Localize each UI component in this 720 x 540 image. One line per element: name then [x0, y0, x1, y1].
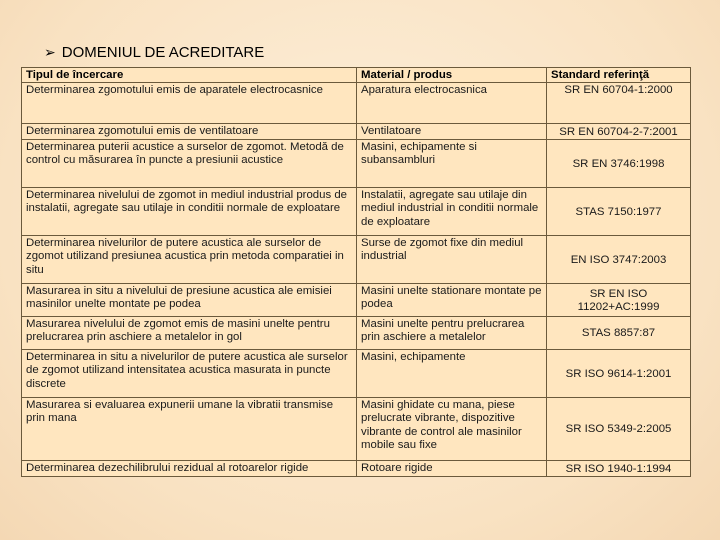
cell-test: Determinarea zgomotului emis de ventilatoare: [22, 124, 357, 140]
cell-test: Determinarea dezechilibrului rezidual al rotoarelor rigide: [22, 461, 357, 477]
table-header-row: [22, 68, 691, 83]
cell-standard: EN ISO 3747:2003: [547, 236, 691, 284]
cell-test: Determinarea zgomotului emis de aparatele electrocasnice: [22, 83, 357, 124]
section-heading: [44, 44, 264, 61]
cell-test: Masurarea si evaluarea expunerii umane la vibratii transmise prin mana: [22, 398, 357, 461]
cell-standard: SR EN 60704-1:2000: [547, 83, 691, 124]
cell-material: Masini ghidate cu mana, piese prelucrate vibrante, dispozitive vibrante de control ale masinilor mobile sau fixe: [357, 398, 547, 461]
table-row: [22, 83, 691, 124]
table-row: [22, 284, 691, 317]
cell-standard: STAS 7150:1977: [547, 188, 691, 236]
cell-standard: SR ISO 5349-2:2005: [547, 398, 691, 461]
cell-standard: SR EN 3746:1998: [547, 140, 691, 188]
cell-standard: SR ISO 1940-1:1994: [547, 461, 691, 477]
cell-material: Surse de zgomot fixe din mediul industrial: [357, 236, 547, 284]
table-row: [22, 188, 691, 236]
cell-test: Determinarea in situ a nivelurilor de putere acustica ale surselor de zgomot utilizand intensitatea acustica masurata in puncte discrete: [22, 350, 357, 398]
table-row: [22, 317, 691, 350]
table-row: [22, 350, 691, 398]
cell-standard: SR EN ISO 11202+AC:1999: [547, 284, 691, 317]
accreditation-table: [21, 67, 691, 477]
cell-material: Masini, echipamente si subansambluri: [357, 140, 547, 188]
table-row: [22, 398, 691, 461]
arrow-bullet-icon: ➢: [44, 44, 56, 60]
section-heading-text: DOMENIUL DE ACREDITARE: [61, 44, 265, 61]
table-row: [22, 236, 691, 284]
cell-material: Aparatura electrocasnica: [357, 83, 547, 124]
cell-test: Masurarea nivelului de zgomot emis de masini unelte pentru prelucrarea prin aschiere a metalelor in gol: [22, 317, 357, 350]
header-material: Material / produs: [357, 68, 547, 83]
table-row: [22, 461, 691, 477]
cell-test: Determinarea puterii acustice a surselor de zgomot. Metodă de control cu măsurarea în puncte a presiunii acustice: [22, 140, 357, 188]
cell-standard: SR EN 60704-2-7:2001: [547, 124, 691, 140]
cell-test: Masurarea in situ a nivelului de presiune acustica ale emisiei masinilor unelte montate pe podea: [22, 284, 357, 317]
header-test-type: Tipul de încercare: [22, 68, 357, 83]
cell-standard: SR ISO 9614-1:2001: [547, 350, 691, 398]
cell-material: Masini, echipamente: [357, 350, 547, 398]
cell-material: Masini unelte pentru prelucrarea prin aschiere a metalelor: [357, 317, 547, 350]
cell-material: Rotoare rigide: [357, 461, 547, 477]
cell-material: Masini unelte stationare montate pe podea: [357, 284, 547, 317]
cell-material: Ventilatoare: [357, 124, 547, 140]
cell-test: Determinarea nivelului de zgomot in mediul industrial produs de instalatii, agregate sau utilaje in conditii normale de exploatare: [22, 188, 357, 236]
cell-test: Determinarea nivelurilor de putere acustica ale surselor de zgomot utilizand presiunea acustica prin metoda comparatiei in situ: [22, 236, 357, 284]
cell-material: Instalatii, agregate sau utilaje din mediul industrial in conditii normale de exploatare: [357, 188, 547, 236]
cell-standard: STAS 8857:87: [547, 317, 691, 350]
table-row: [22, 140, 691, 188]
table-row: [22, 124, 691, 140]
header-standard: Standard referinţă: [547, 68, 691, 83]
